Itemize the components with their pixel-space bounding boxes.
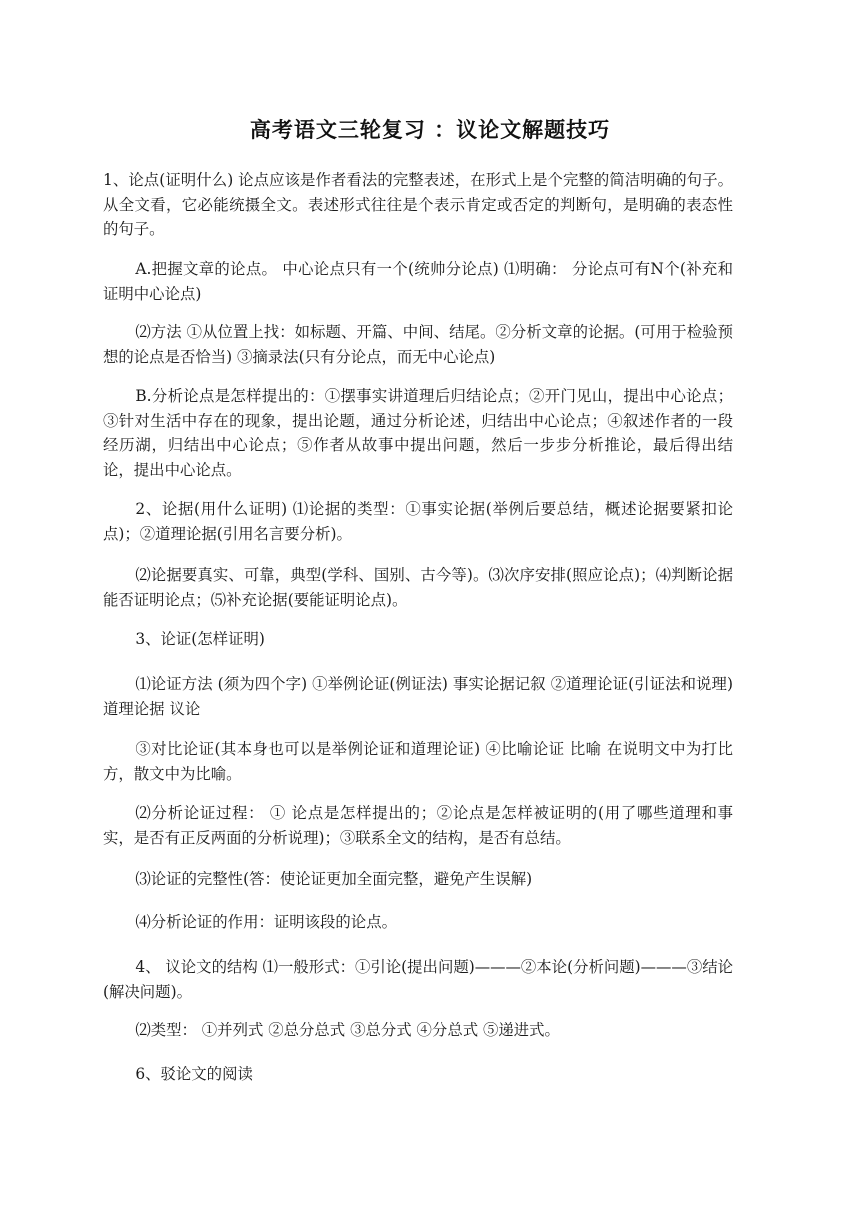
paragraph-grasp-thesis: A.把握文章的论点。 中心论点只有一个(统帅分论点) ⑴明确： 分论点可有N个(补充和证明中心论点) xyxy=(103,260,733,303)
paragraph-structure-types: ⑵类型： ①并列式 ②总分总式 ③总分式 ④分总式 ⑤递进式。 xyxy=(135,1021,560,1039)
paragraph-method: ⑵方法 ①从位置上找：如标题、开篇、中间、结尾。②分析文章的论据。(可用于检验预想的论点是否恰当) ③摘录法(只有分论点，而无中心论点) xyxy=(103,323,733,366)
paragraph-thesis-origin: B.分析论点是怎样提出的：①摆事实讲道理后归结论点；②开门见山，提出中心论点；③针对生活中存在的现象，提出论题，通过分析论述，归结出中心论点；④叙述作者的一段经历湖，归结出中心论点；⑤作者从故事中提出问题，然后一步步分析推论，最后得出结论，提出中心论点。 xyxy=(103,387,733,479)
paragraph-contrast-metaphor: ③对比论证(其本身也可以是举例论证和道理论证) ④比喻论证 比喻 在说明文中为打比方，散文中为比喻。 xyxy=(103,740,733,783)
paragraph-thesis-definition: 1、论点(证明什么) 论点应该是作者看法的完整表述，在形式上是个完整的简洁明确的句子。从全文看，它必能统摄全文。表述形式往往是个表示肯定或否定的判断句，是明确的表态性的句子。 xyxy=(103,171,733,238)
paragraph-refutation-heading: 6、驳论文的阅读 xyxy=(135,1065,253,1083)
paragraph-evidence-types: 2、论据(用什么证明) ⑴论据的类型：①事实论据(举例后要总结，概述论据要紧扣论点)；②道理论据(引用名言要分析)。 xyxy=(103,500,733,543)
paragraph-structure: 4、 议论文的结构 ⑴一般形式：①引论(提出问题)———②本论(分析问题)———③结论(解决问题)。 xyxy=(103,958,733,1001)
paragraph-argumentation-heading: 3、论证(怎样证明) xyxy=(135,630,265,648)
paragraph-completeness: ⑶论证的完整性(答：使论证更加全面完整，避免产生误解) xyxy=(135,870,533,888)
paragraph-argument-methods: ⑴论证方法 (须为四个字) ①举例论证(例证法) 事实论据记叙 ②道理论证(引证法和说理) 道理论据 议论 xyxy=(103,675,733,718)
document-title: 高考语文三轮复习 ：议论文解题技巧 xyxy=(249,117,611,142)
paragraph-argument-function: ⑷分析论证的作用：证明该段的论点。 xyxy=(135,913,397,931)
paragraph-evidence-quality: ⑵论据要真实、可靠，典型(学科、国别、古今等)。⑶次序安排(照应论点)；⑷判断论据能否证明论点；⑸补充论据(要能证明论点)。 xyxy=(103,566,733,609)
paragraph-argument-process: ⑵分析论证过程： ① 论点是怎样提出的；②论点是怎样被证明的(用了哪些道理和事实，是否有正反两面的分析说理)；③联系全文的结构，是否有总结。 xyxy=(103,804,733,847)
